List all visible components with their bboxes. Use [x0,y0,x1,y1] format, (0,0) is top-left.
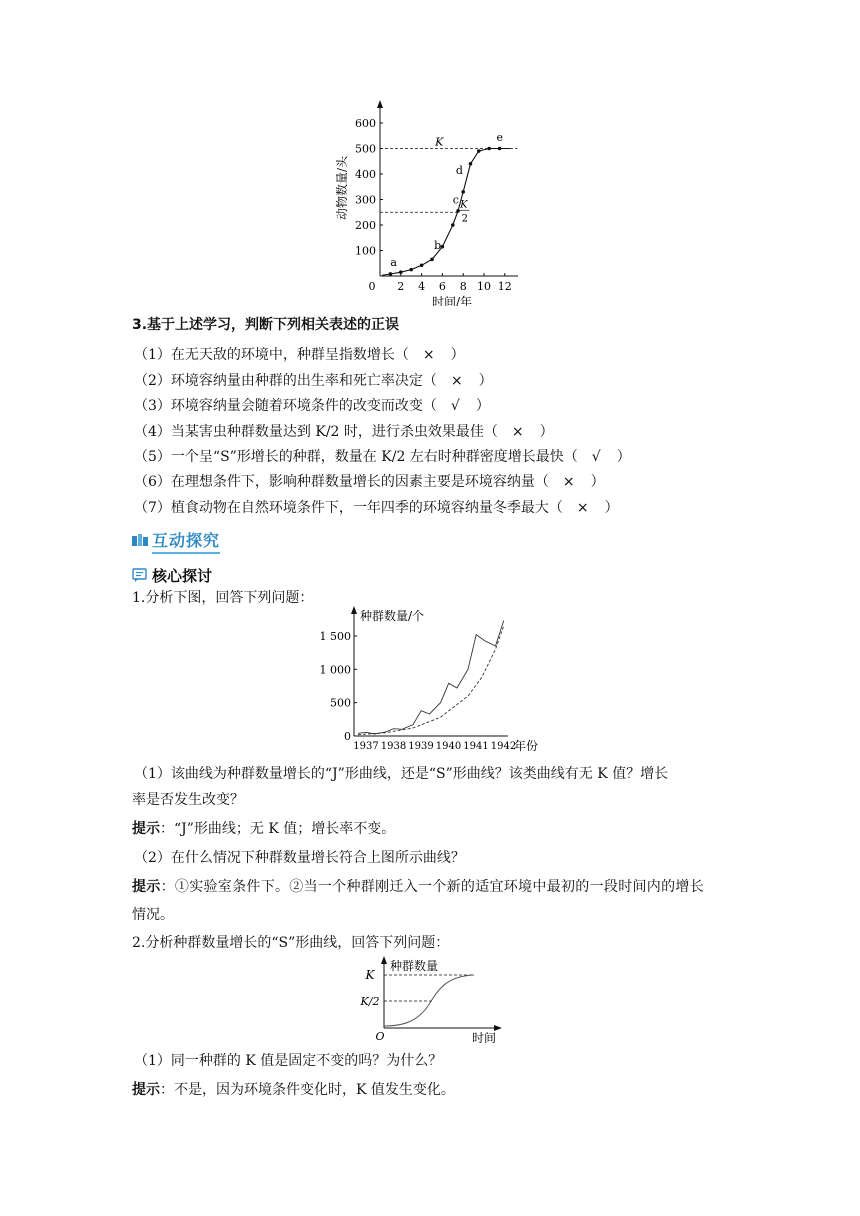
q3-item-text: （1）在无天敌的环境中，种群呈指数增长（ [134,347,409,363]
sub-banner-text: 核心探讨 [152,566,213,585]
data-point [461,190,465,194]
q3-item-close: ） [450,347,465,363]
origin-label: O [375,1030,385,1043]
data-point [456,209,460,213]
q1-sub1-line2: 率是否发生改变？ [132,792,244,808]
x-tick-label: 0 [368,280,376,293]
q2-intro: 2.分析种群数量增长的“S”形曲线，回答下列问题： [132,935,450,951]
point-label: b [434,239,442,253]
point-label: c [452,193,459,207]
data-point [420,263,424,267]
q3-item [134,448,631,466]
discussion-icon [132,568,148,582]
half-k-label-top: K [460,199,468,211]
x-tick-label: 1939 [408,741,434,752]
y-tick-label: 0 [344,730,351,743]
k-label: K [365,968,375,982]
expected-curve [358,626,504,735]
q3-item-mark: × [576,500,589,516]
data-point [477,149,481,153]
q3-item [134,346,465,364]
q1-hint1 [132,820,395,838]
q3-item [134,473,605,491]
q3-item-close: ） [590,474,605,490]
x-tick-label: 1940 [435,741,462,752]
y-axis-label: 种群数量/个 [360,609,425,623]
section-banner-text: 互动探究 [152,528,220,554]
point-label: e [496,130,503,144]
q3-item-text: （2）环境容纳量由种群的出生率和死亡率决定（ [134,373,437,389]
q3-item-close: ） [604,500,619,516]
x-axis-label: 时间/年 [431,295,473,306]
point-label: a [390,255,397,269]
hint-label: 提示 [132,879,161,895]
q1-hint2-line1 [132,878,704,896]
half-k-label: K/2 [360,995,380,1008]
q3-item-text: （5）一个呈“S”形增长的种群，数量在 K/2 左右时种群密度增长最快（ [134,449,578,465]
x-tick-label: 1942 [490,741,517,752]
data-point [498,147,502,151]
data-point [451,223,455,227]
q1-sub2: （2）在什么情况下种群数量增长符合上图所示曲线？ [134,850,465,866]
y-tick-label: 200 [355,219,376,232]
x-axis-label: 时间 [471,1031,497,1045]
y-tick-label: 400 [355,168,376,181]
s-curve-line [382,149,510,276]
y-tick-label: 300 [355,193,376,207]
q3-item-text: （4）当某害虫种群数量达到 K/2 时，进行杀虫效果最佳（ [134,424,498,440]
data-point [487,147,491,151]
q2-sub1: （1）同一种群的 K 值是固定不变的吗？为什么？ [134,1053,443,1069]
hint-text: ：“J”形曲线；无 K 值；增长率不变。 [160,821,396,837]
q1-hint2-line2: 情况。 [132,907,174,923]
q3-item-mark: √ [450,398,460,414]
q3-item-close: ） [616,449,631,465]
s-curve-animal-chart [330,96,530,306]
x-tick-label: 1941 [463,741,489,752]
sub-banner [132,565,212,585]
q3-item-text: （7）植食动物在自然环境条件下，一年四季的环境容纳量冬季最大（ [134,500,563,516]
section-banner [132,530,220,552]
x-tick-label: 6 [438,280,446,293]
y-tick-label: 600 [355,117,376,130]
hint-label: 提示 [132,1082,160,1098]
j-curve-chart [312,604,552,756]
x-tick-label: 4 [418,280,426,293]
x-tick-label: 8 [459,280,467,293]
x-tick-label: 12 [497,280,512,293]
data-point [399,270,403,274]
x-tick-label: 1938 [380,741,407,752]
q3-item-text: （3）环境容纳量会随着环境条件的改变而改变（ [134,398,437,414]
q1-sub1-line1: （1）该曲线为种群数量增长的“J”形曲线，还是“S”形曲线？该类曲线有无 K 值？增长 [134,766,669,782]
q1-intro: 1.分析下图，回答下列问题： [132,590,314,606]
y-tick-label: 500 [330,696,351,710]
q3-item-mark: √ [591,449,601,465]
data-point [389,272,393,276]
half-k-label-bottom: 2 [461,213,469,225]
observed-curve [358,621,504,734]
data-point [469,162,473,166]
q3-item-mark: × [422,347,435,363]
q2-hint1 [132,1081,455,1099]
hint-text: ：不是，因为环境条件变化时，K 值发生变化。 [160,1082,455,1098]
q3-item-text: （6）在理想条件下，影响种群数量增长的因素主要是环境容纳量（ [134,474,549,490]
q3-item-mark: × [450,373,463,389]
s-curve-simple-chart [356,954,506,1046]
q3-item-close: ） [478,373,493,389]
q3-item-mark: × [511,424,524,440]
k-label: K [435,135,444,149]
q3-item [134,499,619,517]
x-tick-label: 10 [477,280,491,293]
x-tick-label: 1937 [353,741,379,752]
y-tick-label: 1 000 [319,663,351,677]
interactive-icon [132,534,148,548]
hint-text: ：①实验室条件下。②当一个种群刚迁入一个新的适宜环境中最初的一段时间内的增长 [160,879,705,895]
q3-heading: 3.基于上述学习，判断下列相关表述的正误 [132,317,400,333]
point-label: d [455,164,463,177]
s-curve-line [384,975,474,1026]
x-axis-label: 年份 [513,739,539,753]
q3-item [134,423,554,441]
q3-item [134,397,490,415]
y-tick-label: 1 500 [319,629,351,643]
y-tick-label: 100 [355,244,376,258]
y-axis-label: 种群数量 [390,959,439,973]
data-point [430,258,434,262]
data-point [409,268,413,272]
y-axis-label: 动物数量/头 [335,155,349,221]
q3-item [134,372,493,390]
q3-item-mark: × [562,474,575,490]
x-tick-label: 2 [397,280,405,293]
hint-label: 提示 [132,821,160,837]
q3-item-close: ） [475,398,490,414]
q3-item-close: ） [539,424,554,440]
y-tick-label: 500 [355,142,376,156]
